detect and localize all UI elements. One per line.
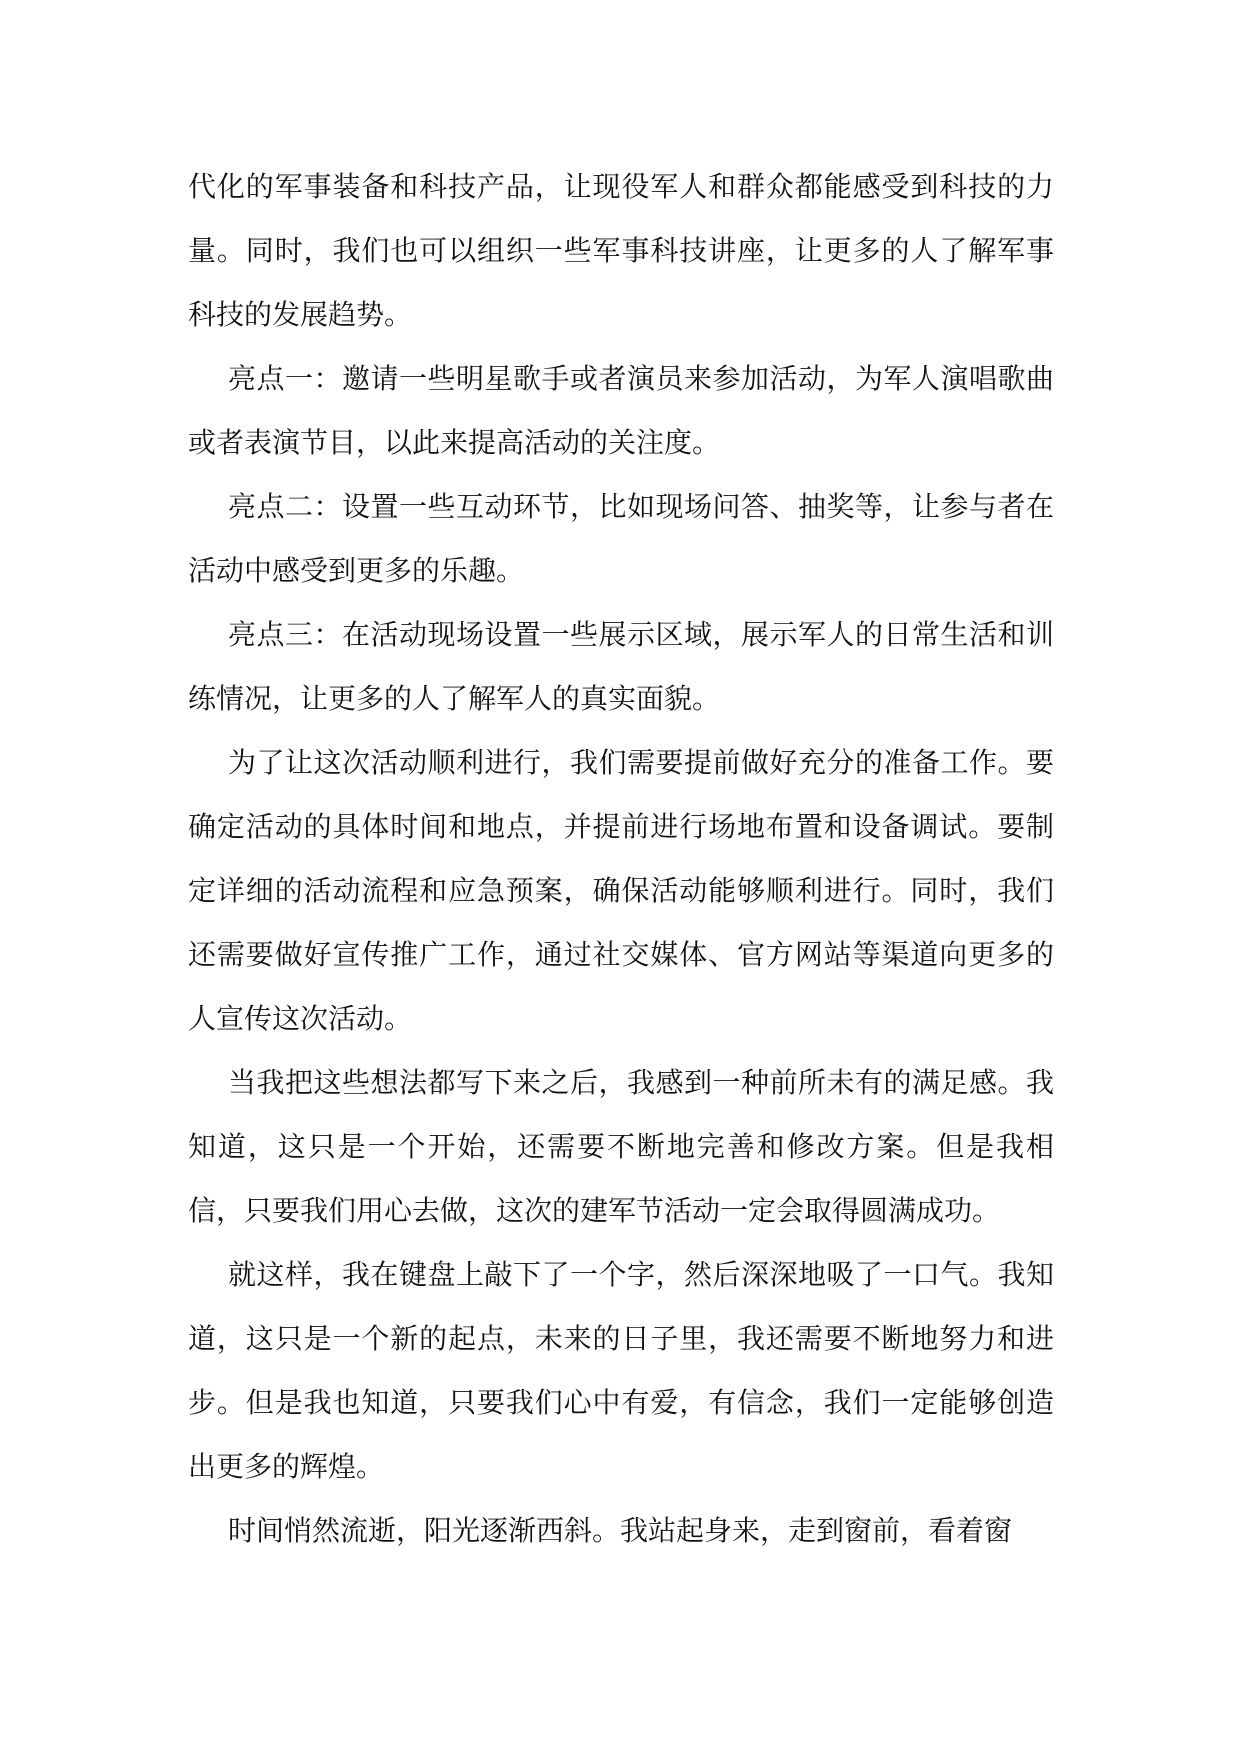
paragraph-7: 就这样，我在键盘上敲下了一个字，然后深深地吸了一口气。我知道，这只是一个新的起点，未来的日子里，我还需要不断地努力和进步。但是我也知道，只要我们心中有爱，有信念，我们一定能够创造出更多的辉煌。 xyxy=(188,1258,1054,1483)
paragraph-5: 为了让这次活动顺利进行，我们需要提前做好充分的准备工作。要确定活动的具体时间和地点，并提前进行场地布置和设备调试。要制定详细的活动流程和应急预案，确保活动能够顺利进行。同时，我们还需要做好宣传推广工作，通过社交媒体、官方网站等渠道向更多的人宣传这次活动。 xyxy=(188,746,1054,1035)
paragraph-1: 代化的军事装备和科技产品，让现役军人和群众都能感受到科技的力量。同时，我们也可以组织一些军事科技讲座，让更多的人了解军事科技的发展趋势。 xyxy=(188,170,1054,331)
paragraph-4: 亮点三：在活动现场设置一些展示区域，展示军人的日常生活和训练情况，让更多的人了解军人的真实面貌。 xyxy=(188,618,1054,715)
paragraph-3: 亮点二：设置一些互动环节，比如现场问答、抽奖等，让参与者在活动中感受到更多的乐趣。 xyxy=(188,490,1054,587)
paragraph-6: 当我把这些想法都写下来之后，我感到一种前所未有的满足感。我知道，这只是一个开始，还需要不断地完善和修改方案。但是我相信，只要我们用心去做，这次的建军节活动一定会取得圆满成功。 xyxy=(188,1066,1054,1227)
body-text xyxy=(188,155,1054,1563)
paragraph-8: 时间悄然流逝，阳光逐渐西斜。我站起身来，走到窗前，看着窗 xyxy=(228,1514,1013,1547)
paragraph-2: 亮点一：邀请一些明星歌手或者演员来参加活动，为军人演唱歌曲或者表演节目，以此来提高活动的关注度。 xyxy=(188,362,1054,459)
